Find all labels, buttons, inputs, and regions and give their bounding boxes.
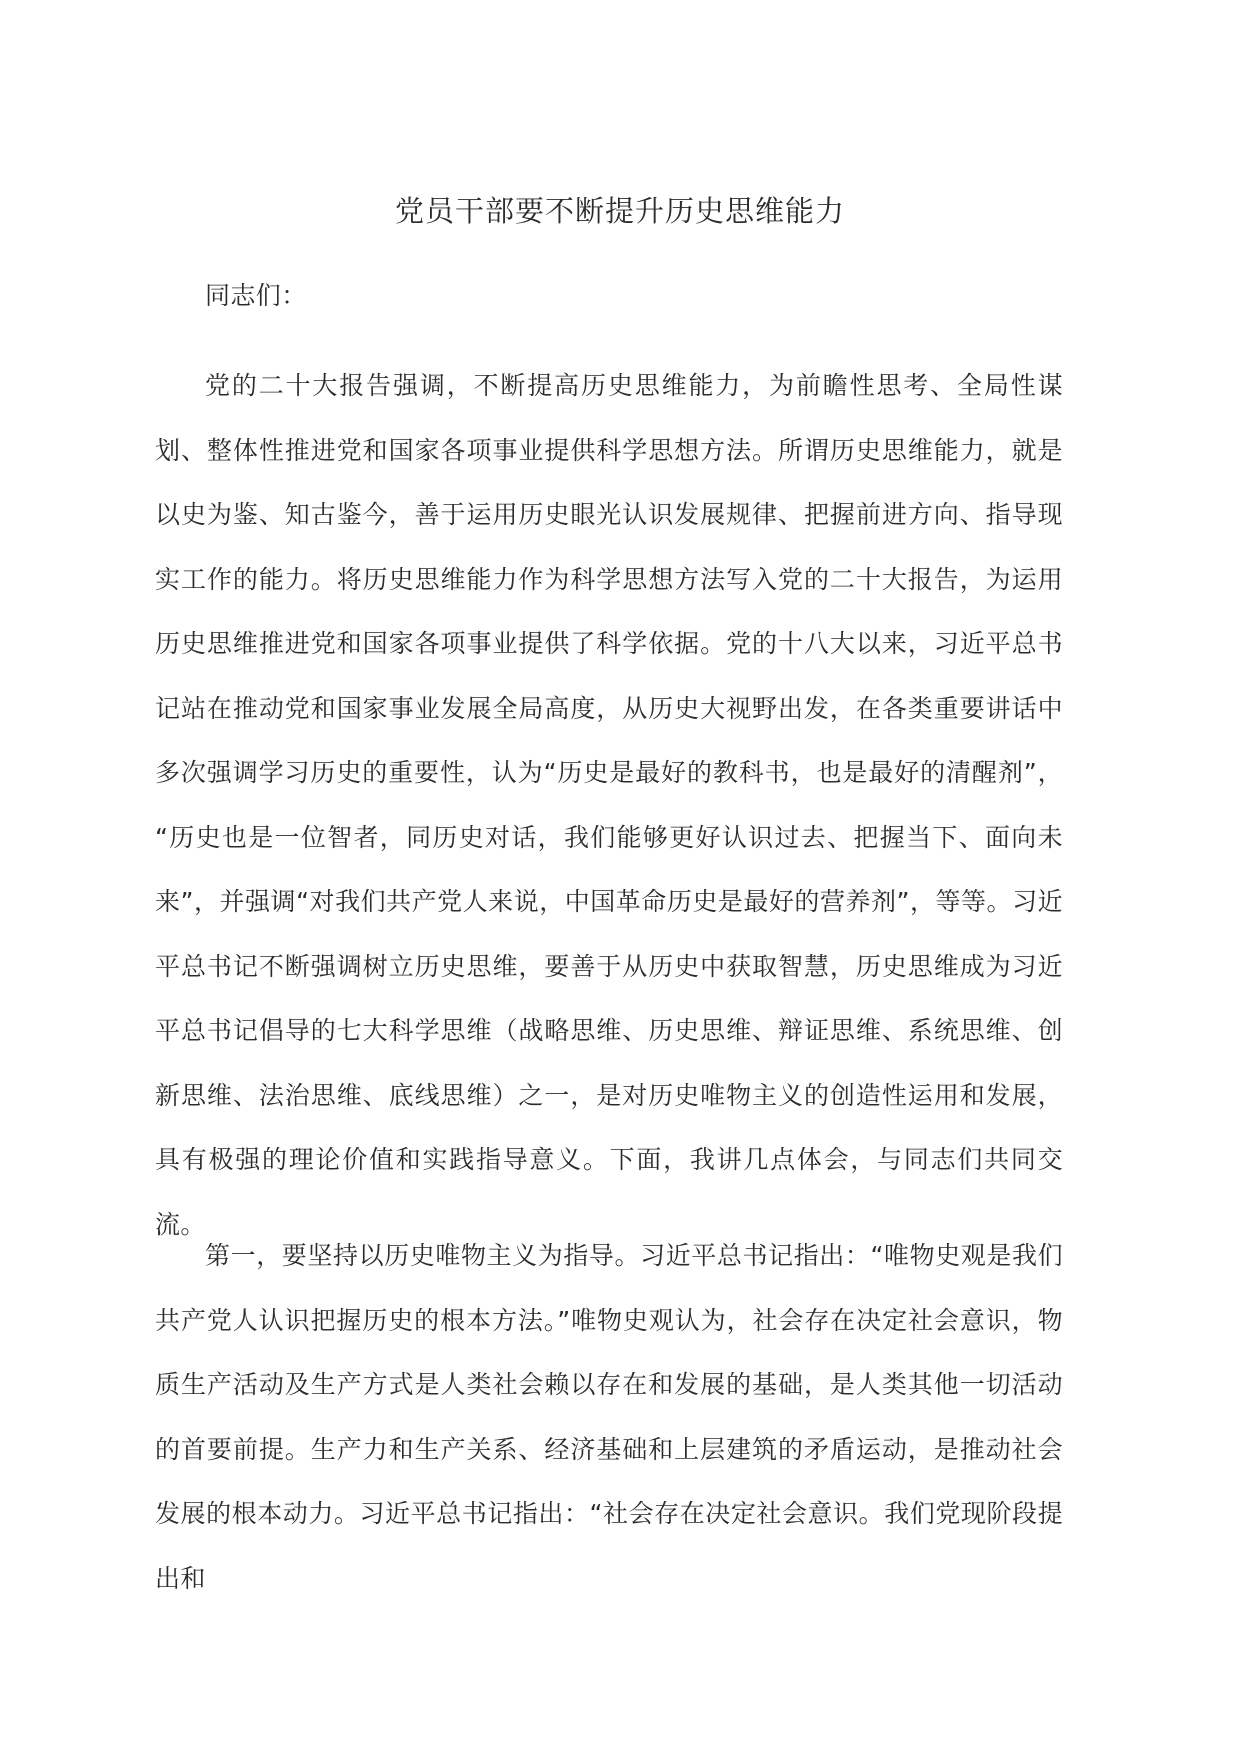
document-title: 党员干部要不断提升历史思维能力 xyxy=(394,194,845,228)
paragraph-intro: 党的二十大报告强调，不断提高历史思维能力，为前瞻性思考、全局性谋划、整体性推进党和国家各项事业提供科学思想方法。所谓历史思维能力，就是以史为鉴、知古鉴今，善于运用历史眼光认识发展规律、把握前进方向、指导现实工作的能力。将历史思维能力作为科学思想方法写入党的二十大报告，为运用历史思维推进党和国家各项事业提供了科学依据。党的十八大以来，习近平总书记站在推动党和国家事业发展全局高度，从历史大视野出发，在各类重要讲话中多次强调学习历史的重要性，认为“历史是最好的教科书，也是最好的清醒剂”， “历史也是一位智者，同历史对话，我们能够更好认识过去、把握当下、面向未来”，并强调“对我们共产党人来说，中国革命历史是最好的营养剂”，等等。习近平总书记不断强调树立历史思维，要善于从历史中获取智慧，历史思维成为习近平总书记倡导的七大科学思维（战略思维、历史思维、辩证思维、系统思维、创新思维、法治思维、底线思维）之一，是对历史唯物主义的创造性运用和发展，具有极强的理论价值和实践指导意义。下面，我讲几点体会，与同志们共同交流。 xyxy=(155,371,1063,1239)
salutation: 同志们： xyxy=(205,281,307,310)
paragraph-first-point: 第一，要坚持以历史唯物主义为指导。习近平总书记指出：“唯物史观是我们共产党人认识把握历史的根本方法。”唯物史观认为，社会存在决定社会意识，物质生产活动及生产方式是人类社会赖以存在和发展的基础，是人类其他一切活动的首要前提。生产力和生产关系、经济基础和上层建筑的矛盾运动，是推动社会发展的根本动力。习近平总书记指出：“社会存在决定社会意识。我们党现阶段提出和 xyxy=(155,1241,1063,1593)
